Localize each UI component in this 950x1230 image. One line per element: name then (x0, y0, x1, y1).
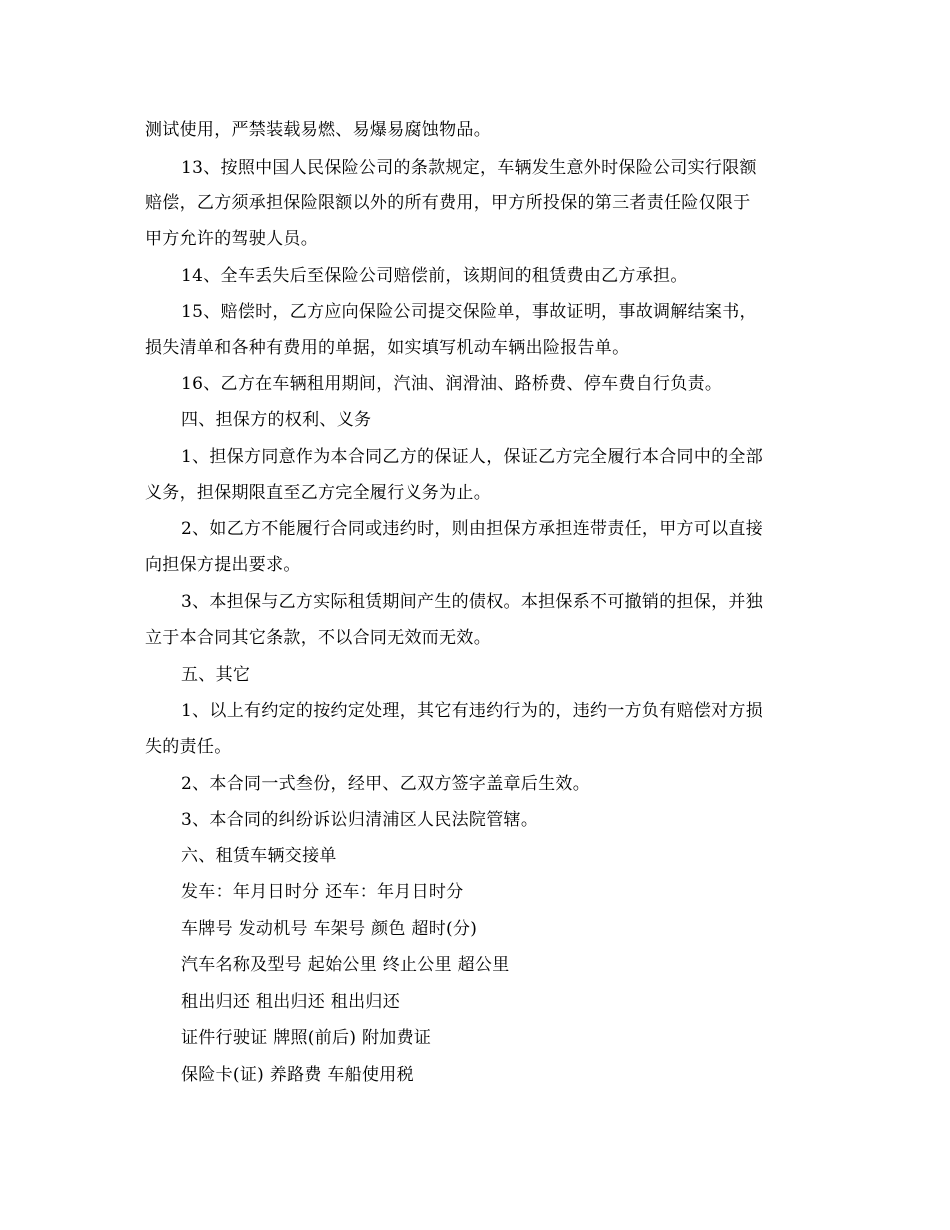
text-line: 损失清单和各种有费用的单据，如实填写机动车辆出险报告单。 (145, 338, 630, 358)
text-line: 14、全车丢失后至保险公司赔偿前，该期间的租赁费由乙方承担。 (181, 266, 688, 286)
text-line: 1、以上有约定的按约定处理，其它有违约行为的，违约一方负有赔偿对方损 (181, 701, 764, 721)
section-heading: 四、担保方的权利、义务 (181, 410, 372, 430)
text-line: 2、如乙方不能履行合同或违约时，则由担保方承担连带责任，甲方可以直接 (181, 519, 764, 539)
text-line: 租出归还 租出归还 租出归还 (181, 992, 401, 1012)
text-line: 义务，担保期限直至乙方完全履行义务为止。 (145, 483, 491, 503)
section-heading: 六、租赁车辆交接单 (181, 846, 337, 866)
text-line: 甲方允许的驾驶人员。 (145, 229, 318, 249)
text-line: 汽车名称及型号 起始公里 终止公里 超公里 (181, 955, 510, 975)
text-line: 13、按照中国人民保险公司的条款规定，车辆发生意外时保险公司实行限额 (181, 158, 757, 178)
text-line: 失的责任。 (145, 737, 232, 757)
text-line: 2、本合同一式叁份，经甲、乙双方签字盖章后生效。 (181, 774, 591, 794)
text-line: 测试使用，严禁装载易燃、易爆易腐蚀物品。 (145, 120, 491, 140)
section-heading: 五、其它 (181, 665, 251, 685)
text-line: 1、担保方同意作为本合同乙方的保证人，保证乙方完全履行本合同中的全部 (181, 447, 764, 467)
text-line: 15、赔偿时，乙方应向保险公司提交保险单，事故证明，事故调解结案书， (181, 302, 757, 322)
text-line: 发车：年月日时分 还车：年月日时分 (181, 882, 464, 902)
text-line: 3、本担保与乙方实际租赁期间产生的债权。本担保系不可撤销的担保，并独 (181, 592, 764, 612)
text-line: 保险卡(证) 养路费 车船使用税 (181, 1065, 414, 1085)
text-line: 立于本合同其它条款，不以合同无效而无效。 (145, 628, 491, 648)
text-line: 赔偿，乙方须承担保险限额以外的所有费用，甲方所投保的第三者责任险仅限于 (145, 193, 751, 213)
text-line: 3、本合同的纠纷诉讼归清浦区人民法院管辖。 (181, 810, 539, 830)
text-line: 证件行驶证 牌照(前后) 附加费证 (181, 1028, 432, 1048)
text-line: 向担保方提出要求。 (145, 555, 301, 575)
text-line: 车牌号 发动机号 车架号 颜色 超时(分) (181, 919, 478, 939)
text-line: 16、乙方在车辆租用期间，汽油、润滑油、路桥费、停车费自行负责。 (181, 374, 723, 394)
